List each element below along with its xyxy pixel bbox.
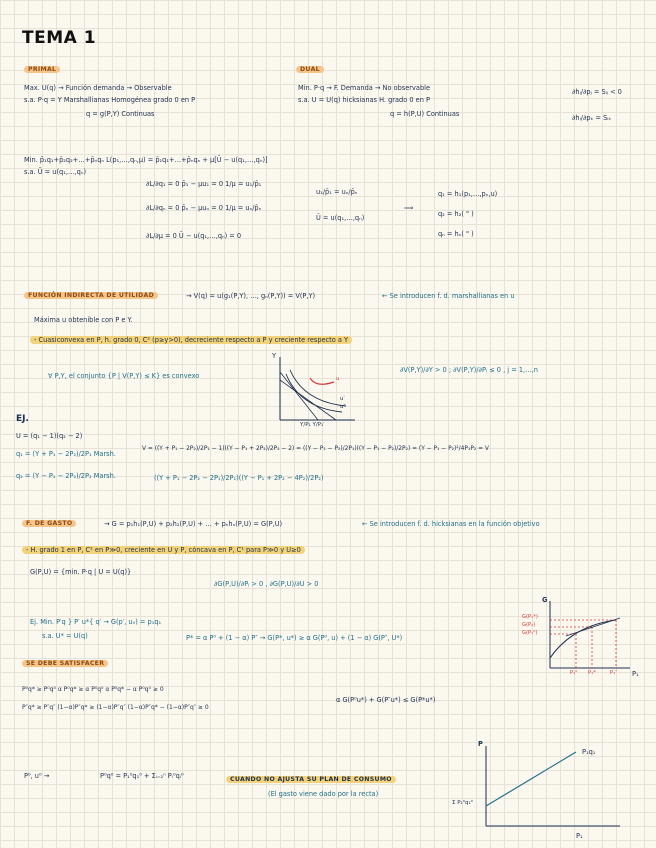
solution-line-2: q₂ = h₂( " )	[438, 210, 474, 218]
expenditure-min: G(P,U) = {min. P·q | U = U(q)}	[30, 568, 132, 576]
indirect-utility-formula: → V(q) = u(g₁(P,Y), …, gₙ(P,Y)) = V(P,Y)	[186, 292, 316, 300]
satisfy-line-2: P″q* ≥ P″q″ (1−α)P″q* ≥ (1−α)P″q″ (1−α)P″q* − (1−α)P″q″ ≥ 0	[22, 704, 209, 711]
graph1-y-label: Y	[272, 352, 277, 360]
satisfy-tag: SE DEBE SATISFACER	[22, 660, 108, 667]
indirect-utility-note: ← Se introducen f. d. marshallianas en u	[382, 292, 515, 300]
expenditure-derivs: ∂G(P,U)/∂Pⱼ > 0 , ∂G(P,U)/∂U > 0	[214, 580, 319, 588]
graph2-tick-x3: P₁″	[610, 670, 618, 676]
example2-line-2: s.a. U* = U(q)	[42, 632, 88, 640]
system-line-2: Ū = u(q₁,…,qₙ)	[316, 214, 365, 222]
graph2-y-label: G	[542, 596, 548, 604]
dual-line-3: q = h(P,U) Continuas	[390, 110, 460, 118]
graph1-x-label: Y/P₁ Y/P₁′	[300, 422, 325, 428]
indirect-utility-desc: Máxima u obtenible con P e Y.	[34, 316, 133, 324]
dual-deriv-1: ∂hᵢ/∂pⱼ = Sᵢⱼ < 0	[572, 88, 622, 96]
graph2-x-label: P₁	[632, 670, 639, 678]
example-q1: q₁ = (Y + P₁ − 2P₂)/2P₁ Marsh.	[16, 450, 116, 458]
expenditure-tag: F. DE GASTO	[22, 520, 76, 527]
foc-line-3: ∂L/∂μ = 0 Ū − u(q₁,…,qₙ) = 0	[146, 232, 242, 240]
system-line-1: u₁/p̄₁ = uₙ/p̄ₙ	[316, 188, 358, 196]
graph1-curve-u1: u′	[340, 396, 345, 402]
arrow-icon: ⟹	[404, 204, 414, 212]
example2-line-3: P* = α P⁰ + (1 − α) P″ → G(P*, u*) ≥ α G(P⁰, u) + (1 − α) G(P″, U*)	[186, 634, 403, 642]
satisfy-result: α G(P⁰u*) + G(P″u*) ≤ G(P*u*)	[336, 696, 436, 704]
convex-set-note: ∀ P,Y, el conjunto {P | V(P,Y) ≤ K} es convexo	[48, 372, 200, 380]
primal-line-3: q = g(P,Y) Continuas	[86, 110, 155, 118]
graph3-y-label: P	[478, 740, 483, 748]
foc-line-2: ∂L/∂qₙ = 0 p̄ₙ − μuₙ = 0 1/μ = uₙ/p̄ₙ	[146, 204, 262, 212]
primal-line-1: Max. U(q) → Función demanda → Observable	[24, 84, 172, 92]
example-v-line-2: ((Y + P₁ − 2P₂ − 2P₁)/2P₁)((Y − P₁ + 2P₂ − 4P₂)/2P₂)	[154, 474, 324, 482]
no-adjust-box: CUANDO NO AJUSTA SU PLAN DE CONSUMO	[226, 776, 396, 783]
lagrange-line-2: s.a. Ū = u(q₁,…,qₙ)	[24, 168, 87, 176]
budget-line-graph	[470, 740, 630, 840]
dual-tag: DUAL	[296, 66, 324, 73]
graph3-line-label: P₁q₁	[582, 748, 596, 756]
graph2-tick-x1: P₁⁰	[570, 670, 578, 676]
graph2-tick-y1: G(P₁*)	[522, 614, 538, 620]
example-q2: q₂ = (Y − P₁ − 2P₂)/2P₂ Marsh.	[16, 472, 116, 480]
primal-tag: PRIMAL	[24, 66, 60, 73]
graph3-x-label: P₁	[576, 832, 583, 840]
indirect-utility-props: - Cuasiconvexa en P, h. grado 0, C² (p≥y>0), decreciente respecto a P y creciente respecto a Y	[30, 336, 352, 344]
line-note: (El gasto viene dado por la recta)	[268, 790, 379, 798]
graph1-curve-u2: u″	[340, 404, 346, 410]
dual-deriv-2: ∂hᵢ/∂pₖ = Sᵢₖ	[572, 114, 612, 122]
example2-line-1: Ej. Min. P′q } P′ u*{ q′ → G(p′, u₀) = p₁q₁	[30, 618, 162, 626]
dual-line-2: s.a. U = U(q) hicksianas H. grado 0 en P	[298, 96, 430, 104]
graph2-tick-x2: P₁*	[588, 670, 596, 676]
graph3-intercept-label: Σ P₁⁰q₁⁰	[452, 800, 473, 806]
graph2-tick-y3: G(P₁⁰)	[522, 630, 538, 636]
page-title: TEMA 1	[22, 28, 97, 48]
last-formula: P⁰q⁰ = P₁⁰q₁⁰ + Σᵢ₌₂ⁿ Pᵢ⁰qᵢ⁰	[100, 772, 184, 780]
example-utility: U = (q₁ − 1)(q₂ − 2)	[16, 432, 83, 440]
indirect-utility-derivs: ∂V(P,Y)/∂Y > 0 ; ∂V(P,Y)/∂Pⱼ ≤ 0 , j = 1,…,n	[400, 366, 538, 374]
dual-line-1: Min. P·q → F. Demanda → No observable	[298, 84, 431, 92]
indifference-graph	[270, 352, 370, 432]
expenditure-formula: → G = p₁h₁(P,U) + p₂h₂(P,U) + … + pₙhₙ(P,U) = G(P,U)	[104, 520, 283, 528]
expenditure-note: ← Se introducen f. d. hicksianas en la función objetivo	[362, 520, 540, 528]
expenditure-graph	[520, 596, 640, 686]
graph2-tick-y2: G(P₂)	[522, 622, 536, 628]
solution-line-1: q₁ = h₁(p₁,…,pₙ,u)	[438, 190, 498, 198]
indirect-utility-tag: FUNCIÓN INDIRECTA DE UTILIDAD	[24, 292, 158, 299]
foc-line-1: ∂L/∂q₁ = 0 p̄₁ − μu₁ = 0 1/μ = u₁/p̄₁	[146, 180, 262, 188]
lagrange-line-1: Min. p̄₁q₁+p̄₂q₂+…+p̄ₙqₙ L(p₁,…,qₙ,μ) = p̄₁q₁+…+p̄ₙqₙ + μ[Ū − u(q₁,…,qₙ)]	[24, 156, 268, 164]
primal-line-2: s.a. P·q = Y Marshallianas Homogénea grado 0 en P	[24, 96, 196, 104]
example-v-line-1: V = ((Y + P₁ − 2P₂)/2P₁ − 1)((Y − P₁ + 2P₂)/2P₂ − 2) = ((Y − P₁ − P₂)/2P₁)((Y − P₁ − P₂)/2P₂) = (Y − P₁ − P₂)²/4P₁P₂ = V	[142, 446, 489, 452]
expenditure-props: - H. grado 1 en P, C² en P≫0, creciente en U y P, cóncava en P, C¹ para P≫0 y U≥0	[22, 546, 305, 554]
graph1-curve-u: u	[336, 376, 340, 382]
last-lhs: P⁰, u⁰ →	[24, 772, 50, 780]
solution-line-3: qₙ = hₙ( " )	[438, 230, 474, 238]
satisfy-line-1: P⁰q* ≥ P⁰q⁰ α P⁰q* ≥ α P⁰q⁰ α P⁰q* − α P⁰q⁰ ≥ 0	[22, 686, 164, 693]
example-label: EJ.	[16, 414, 29, 424]
